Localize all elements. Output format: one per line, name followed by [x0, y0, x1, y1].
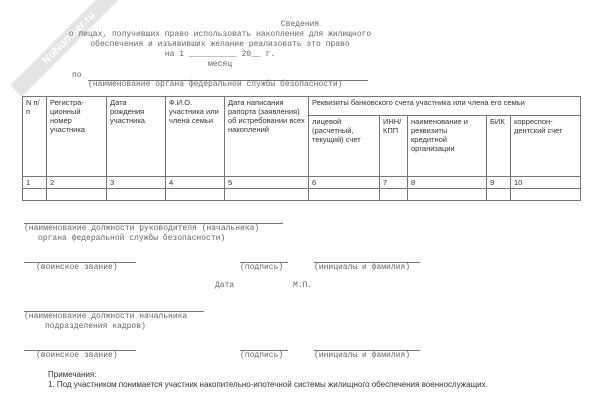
doc-title: Сведения: [280, 20, 320, 29]
cell[interactable]: [47, 189, 107, 201]
date-line: на 1 __________ 20__ г.: [164, 50, 276, 59]
hr-position-caption: (наименование должности начальника: [24, 312, 188, 321]
hr-position-caption-2: подразделения кадров): [45, 322, 146, 331]
org-caption: (наименование органа федеральной службы безопасности): [88, 80, 343, 89]
header-bik: БИК: [487, 116, 511, 177]
header-bank-group: Реквизиты банковского счета участника или члена его семьи: [309, 97, 581, 116]
header-inn: ИНН/ КПП: [380, 116, 408, 177]
subtitle-2: обеспечения и изъявивших желание реализовать это право: [90, 40, 350, 49]
header-report-date: Дата написания рапорта (заявления) об истребовании всех накоплений: [225, 97, 309, 177]
cell[interactable]: [166, 189, 225, 201]
col-number: 4: [166, 177, 225, 189]
header-account: лицевой (расчетный, текущий) счет: [309, 116, 380, 177]
header-corr-account: корреспон-дентский счет: [511, 116, 581, 177]
cell[interactable]: [107, 189, 166, 201]
cell[interactable]: [380, 189, 408, 201]
head-rank-caption: (воинское звание): [36, 263, 118, 272]
col-number: 1: [23, 177, 47, 189]
head-position-caption: (наименование должности руководителя (начальника): [24, 224, 260, 233]
col-number: 7: [380, 177, 408, 189]
hr-rank-caption: (воинское звание): [36, 351, 118, 360]
by-label: по: [72, 71, 82, 80]
cell[interactable]: [487, 189, 511, 201]
note-1: 1. Под участником понимается участник накопительно-ипотечной системы жилищного обеспечения военнослужащих.: [48, 380, 488, 389]
col-number: 9: [487, 177, 511, 189]
date-label: Дата: [215, 281, 235, 290]
notes-title: Примечания:: [48, 370, 97, 379]
subtitle-1: о лицах, получивших право использовать накопления для жилищного: [68, 30, 372, 39]
table-row: [23, 189, 581, 201]
head-signature-caption: (подпись): [240, 263, 284, 272]
col-number: 5: [225, 177, 309, 189]
cell[interactable]: [309, 189, 380, 201]
watermark: NoNumber.ru: [10, 0, 127, 97]
hr-name-caption: (инициалы и фамилия): [314, 351, 411, 360]
head-name-caption: (инициалы и фамилия): [314, 263, 411, 272]
month-caption: месяц: [207, 60, 232, 69]
col-number: 6: [309, 177, 380, 189]
header-birth-date: Дата рождения участника: [107, 97, 166, 177]
header-bank-name: наименование и реквизиты кредитной организации: [408, 116, 487, 177]
data-table: [22, 96, 581, 201]
col-number: 3: [107, 177, 166, 189]
hr-signature-caption: (подпись): [240, 351, 284, 360]
head-position-caption-2: органа федеральной службы безопасности): [38, 234, 226, 243]
stamp-label: М.П.: [293, 281, 313, 290]
cell[interactable]: [511, 189, 581, 201]
header-reg-number: Регистра-ционный номер участника: [47, 97, 107, 177]
cell[interactable]: [408, 189, 487, 201]
header-n: N п/п: [23, 97, 47, 177]
number-row: [23, 177, 581, 189]
cell[interactable]: [225, 189, 309, 201]
cell[interactable]: [23, 189, 47, 201]
col-number: 8: [408, 177, 487, 189]
col-number: 2: [47, 177, 107, 189]
header-fio: Ф.И.О. участника или члена семьи: [166, 97, 225, 177]
col-number: 10: [511, 177, 581, 189]
